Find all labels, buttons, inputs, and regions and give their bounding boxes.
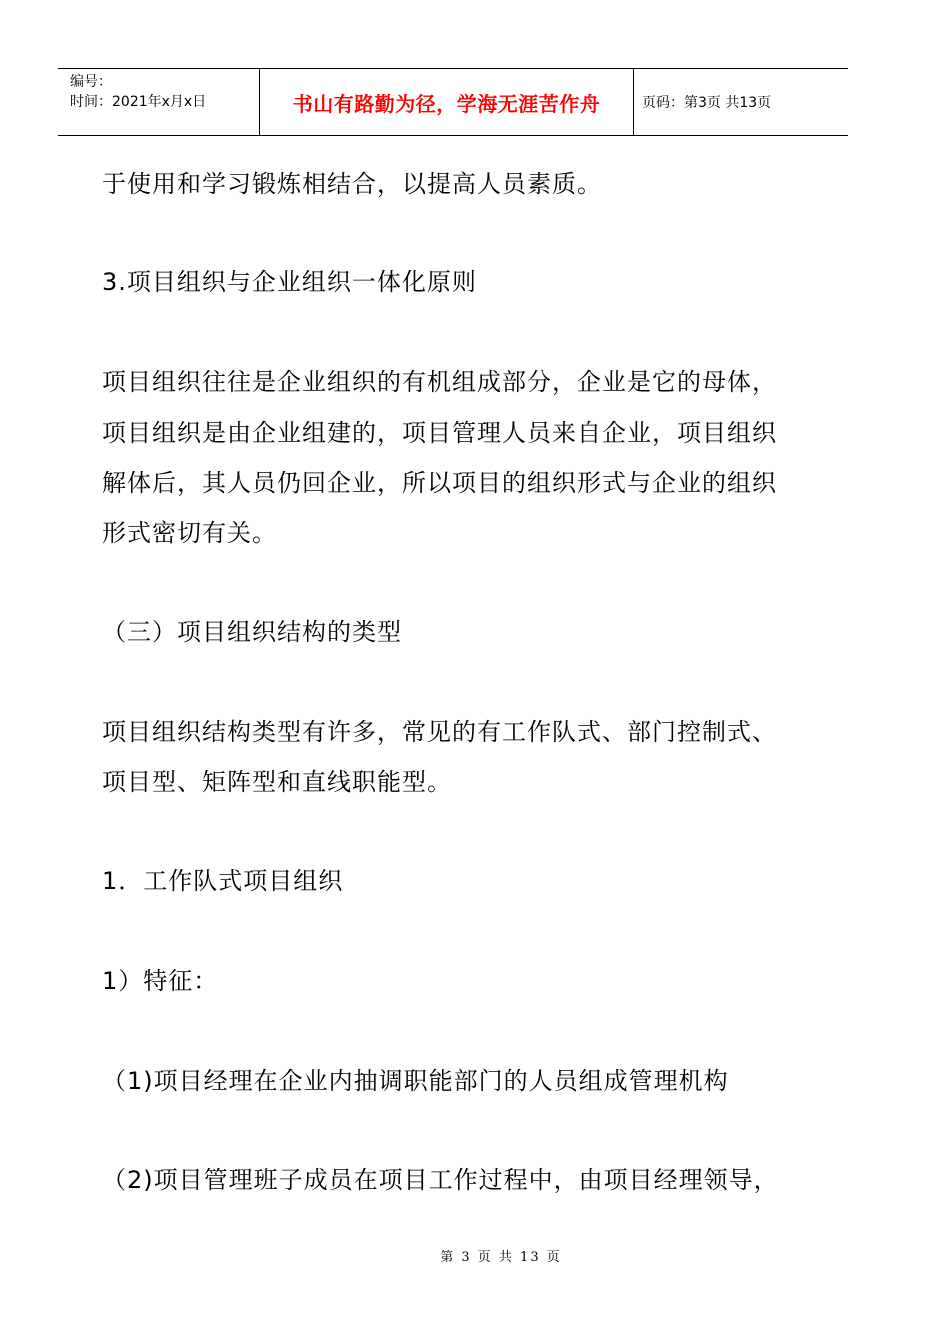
body-line-3: 项目组织往往是企业组织的有机组成部分，企业是它的母体， [102,368,777,396]
body-line-6: 形式密切有关。 [102,519,277,547]
body-line-8: 项目组织结构类型有许多，常见的有工作队式、部门控制式、 [102,718,777,746]
list-item-2: （2)项目管理班子成员在项目工作过程中，由项目经理领导， [102,1166,779,1194]
header-meta-cell [58,69,260,135]
subheading-features: 1）特征： [102,967,219,995]
header-page-cell [634,69,848,135]
page-footer: 第 3 页 共 13 页 [440,1250,562,1265]
body-line-4: 项目组织是由企业组建的，项目管理人员来自企业，项目组织 [102,419,777,447]
section-heading-structure-types: （三）项目组织结构的类型 [102,618,402,646]
list-item-1: （1)项目经理在企业内抽调职能部门的人员组成管理机构 [102,1067,729,1095]
section-heading-integration-principle: 3.项目组织与企业组织一体化原则 [102,268,477,296]
page-header [58,68,848,136]
section-heading-work-team: 1．工作队式项目组织 [102,867,344,895]
document-number-label: 编号： [70,74,112,90]
header-page-info: 页码：第3页 共13页 [642,95,772,111]
body-line-5: 解体后，其人员仍回企业，所以项目的组织形式与企业的组织 [102,469,777,497]
body-line-1: 于使用和学习锻炼相结合，以提高人员素质。 [102,170,602,198]
header-motto: 书山有路勤为径，学海无涯苦作舟 [292,91,601,116]
document-time-label: 时间：2021年x月x日 [70,94,207,110]
body-line-9: 项目型、矩阵型和直线职能型。 [102,768,452,796]
header-motto-cell [260,69,634,135]
